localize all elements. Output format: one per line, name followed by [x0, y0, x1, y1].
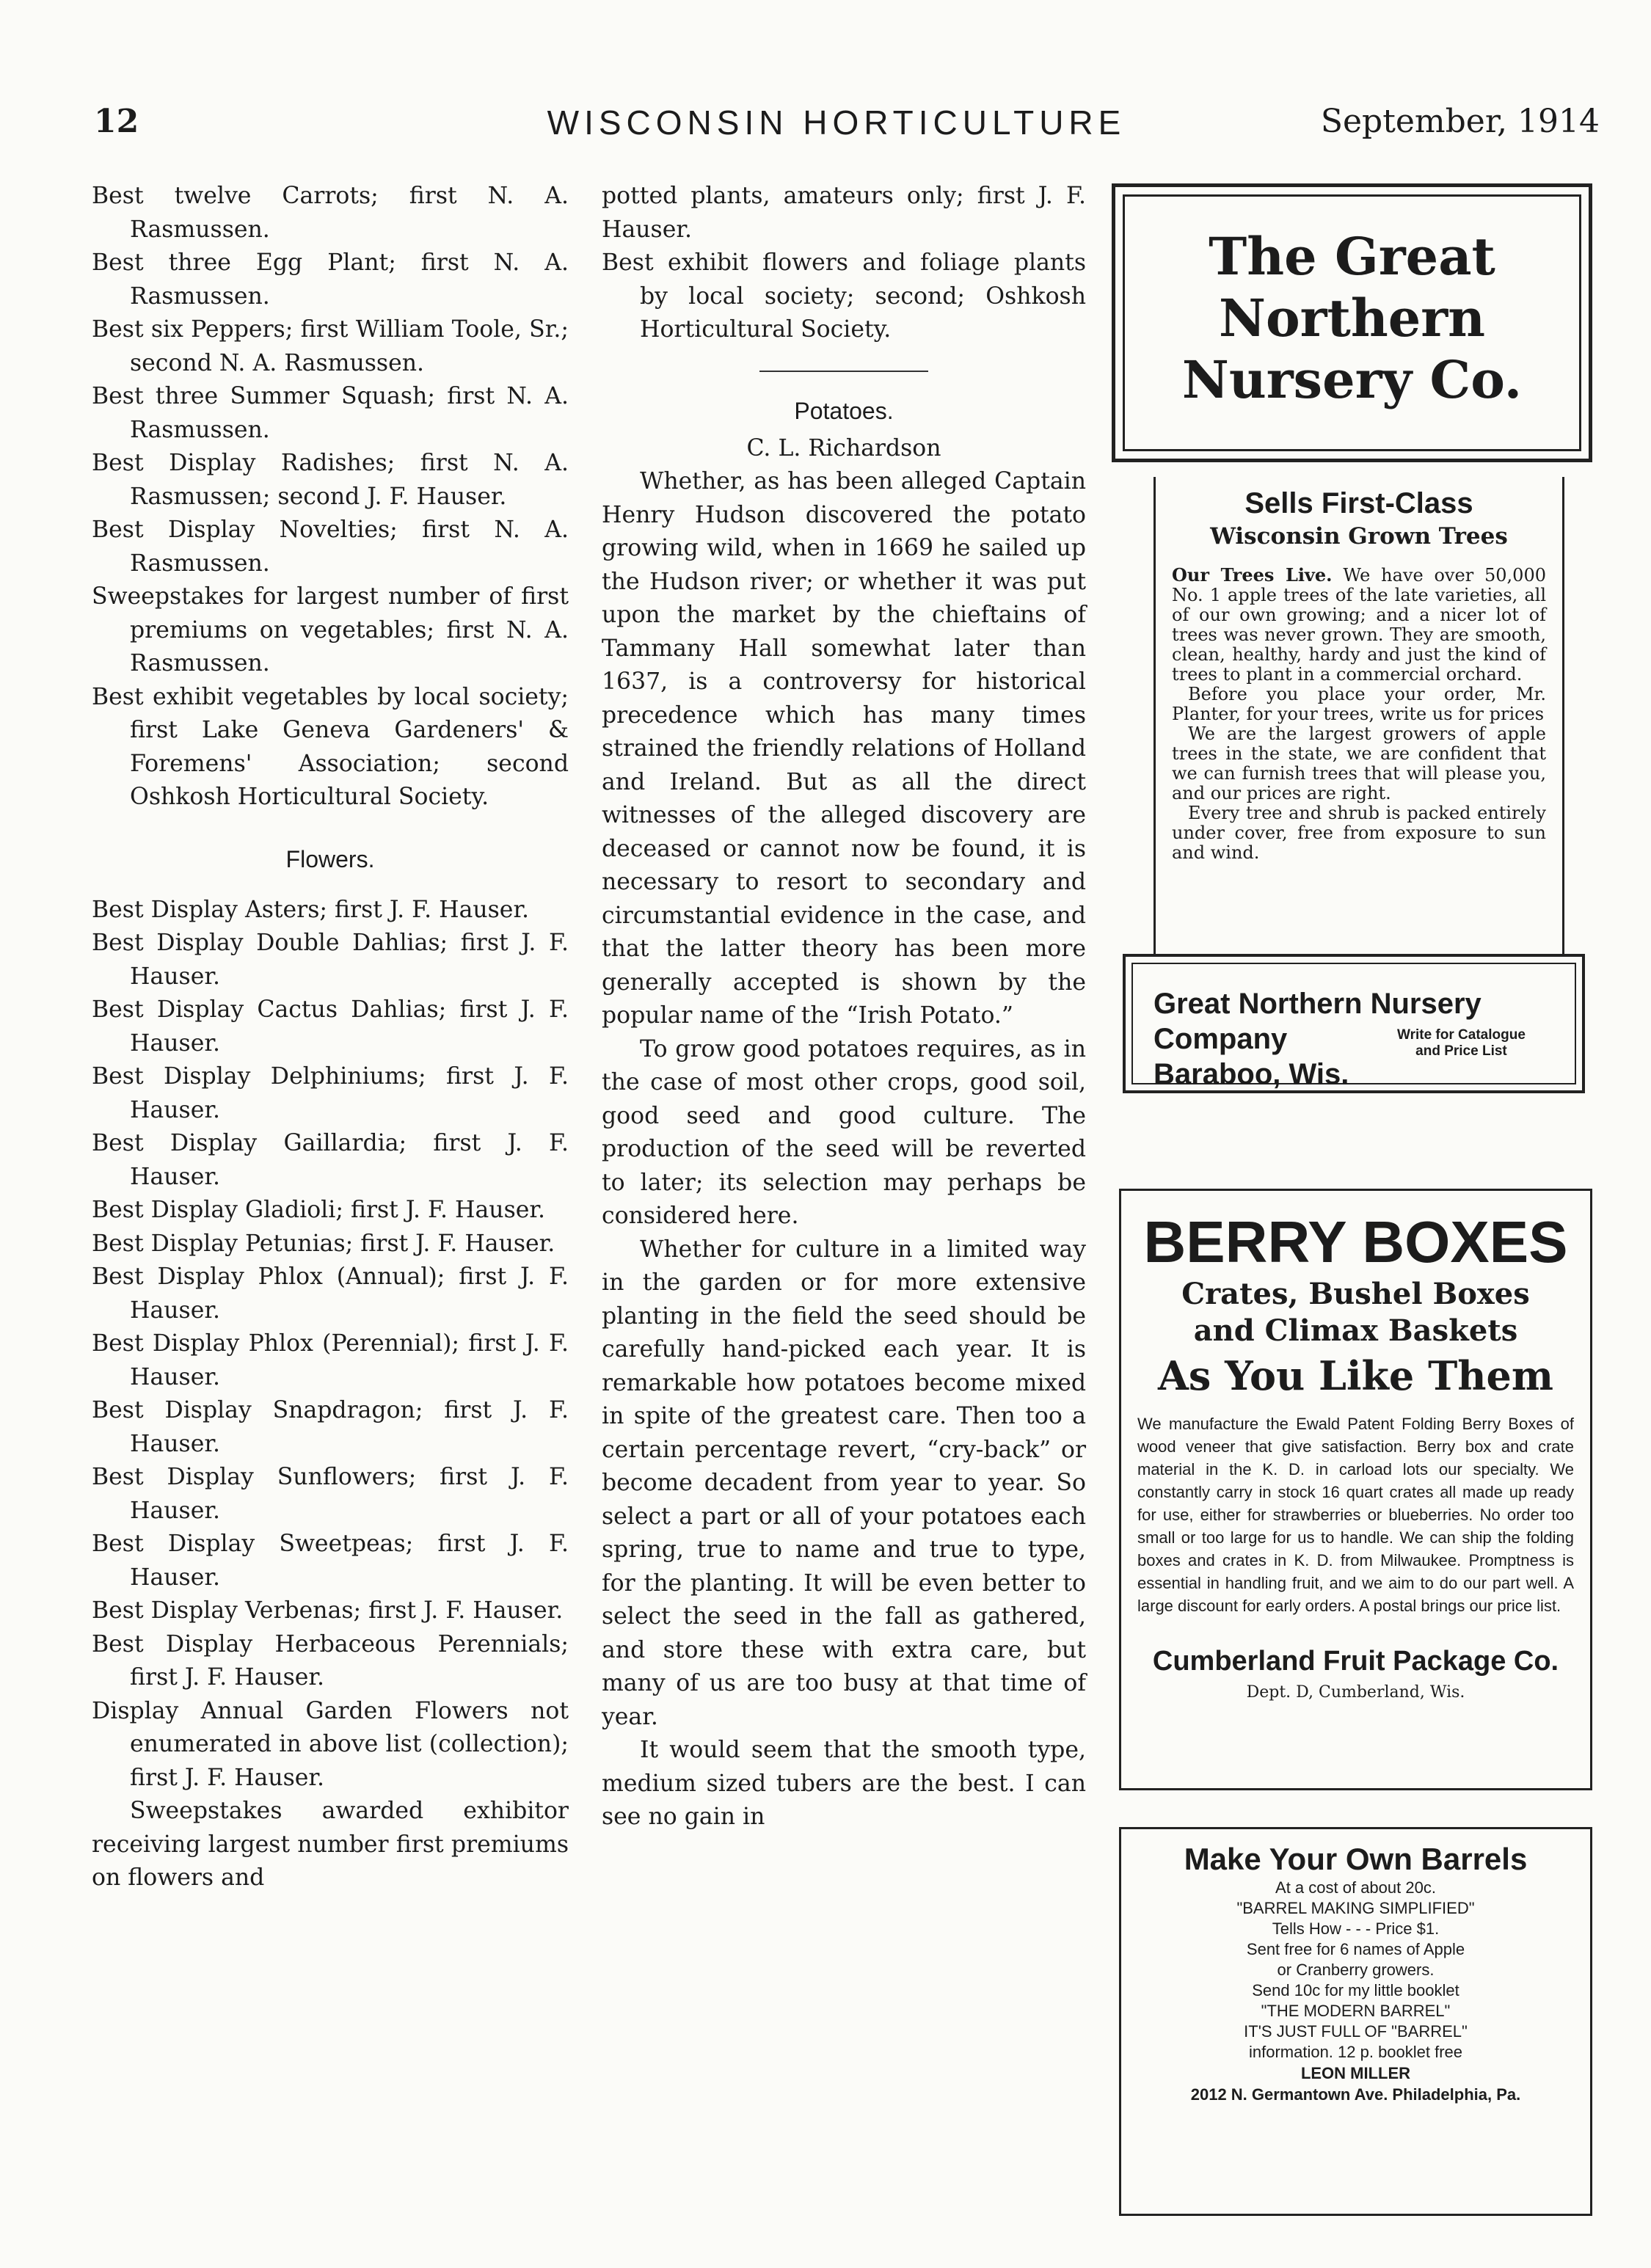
- company-city: Baraboo, Wis.: [1153, 1058, 1349, 1090]
- paragraph: Whether for culture in a limited way in the garden or for more extensive planting in the field the seed should be carefully hand-picked each year. It is remarkable how potatoes become mixed in spite of the greatest care. Then too a certain percentage revert, “cry-back” or become decadent from year to year. So select a part or all of your potatoes each spring, true to name and true to type, for the planting. It will be even better to select the seed in the fall as gathered, and store these with extra care, but many of us are too busy at that time of year.: [602, 1236, 1086, 1730]
- ad-tagline: As You Like Them: [1157, 1352, 1554, 1399]
- section-divider: [759, 371, 928, 372]
- list-item: Best twelve Carrots; first N. A. Rasmussen.: [92, 183, 569, 243]
- ad-line: "THE MODERN BARREL": [1261, 2002, 1451, 2020]
- middle-column: [602, 180, 1086, 1834]
- closing-paragraph: Sweepstakes awarded exhibitor receiving largest number first premiums on flowers and: [92, 1798, 569, 1891]
- list-item: Best three Egg Plant; first N. A. Rasmussen.: [92, 249, 569, 310]
- firm-name: Cumberland Fruit Package Co.: [1152, 1646, 1559, 1677]
- list-item: Best Display Sunflowers; first J. F. Hauser.: [92, 1464, 569, 1524]
- list-item: Best Display Radishes; first N. A. Rasmussen; second J. F. Hauser.: [92, 450, 569, 510]
- list-item: Best Display Phlox (Annual); first J. F. Hauser.: [92, 1264, 569, 1324]
- ad-body: We manufacture the Ewald Patent Folding Berry Boxes of wood veneer that give satisfaction. Berry box and crate material in the K. D. in carload lots our specialty. We constantly carry in stock 16 quart crates all made up ready for use, either for strawberries or blueberries. No order too small or too large for us to handle. We can ship the folding boxes and crates in K. D. from Milwaukee. Promptness is essential in handling fruit, and we aim to do our part well. A large discount for early orders. A postal brings our price list.: [1137, 1415, 1574, 1615]
- list-item: Best Display Delphiniums; first J. F. Hauser.: [92, 1063, 569, 1123]
- great-northern-ad: [1112, 183, 1592, 462]
- list-item: Best Display Gladioli; first J. F. Hauser.: [92, 1197, 545, 1223]
- list-item: Best Display Herbaceous Perennials; first J. F. Hauser.: [92, 1630, 569, 1691]
- list-item: Best Display Phlox (Perennial); first J. F. Hauser.: [92, 1330, 569, 1390]
- author-byline: C. L. Richardson: [746, 434, 941, 462]
- ad-text: We have over 50,000 No. 1 apple trees of the late varieties, all of our own growing; and a nicer lot of trees was never grown. They are smooth, clean, healthy, hardy and just the kind of trees to plant in a commercial orchard.: [1172, 565, 1546, 685]
- catalogue-note: [1397, 1027, 1526, 1060]
- company-name: Great Northern Nursery Company: [1153, 988, 1481, 1055]
- journal-title: WISCONSIN HORTICULTURE: [547, 103, 1126, 142]
- ad-line: "BARREL MAKING SIMPLIFIED": [1236, 1899, 1475, 1917]
- ad-line: IT'S JUST FULL OF "BARREL": [1244, 2022, 1468, 2041]
- ad-lead: Our Trees Live.: [1172, 564, 1333, 586]
- cta-line: and Price List: [1415, 1043, 1507, 1059]
- list-item: Best exhibit flowers and foliage plants by local society; second; Oshkosh Horticultural Society.: [602, 249, 1086, 343]
- paragraph: To grow good potatoes requires, as in the case of most other crops, good soil, good seed and good culture. The production of the seed will be reverted to later; its selection may perhaps be considered here.: [602, 1035, 1086, 1229]
- wisconsin-trees-ad: [1153, 477, 1564, 954]
- page-header: [73, 103, 1600, 154]
- list-item: Best Display Gaillardia; first J. F. Hauser.: [92, 1130, 569, 1190]
- ad-subtitle: Crates, Bushel Boxes: [1181, 1277, 1530, 1311]
- ad-line: Send 10c for my little booklet: [1252, 1981, 1459, 1999]
- ad-heading: Sells First-Class: [1244, 487, 1473, 519]
- ad-line: Sent free for 6 names of Apple: [1246, 1940, 1465, 1958]
- list-item: Best Display Petunias; first J. F. Hauser.: [92, 1230, 555, 1257]
- paragraph: It would seem that the smooth type, medium sized tubers are the best. I can see no gain in: [602, 1737, 1086, 1830]
- ad-subtitle: and Climax Baskets: [1193, 1313, 1518, 1348]
- ad-line: Tells How - - - Price $1.: [1272, 1919, 1440, 1938]
- cta-line: Write for Catalogue: [1397, 1027, 1526, 1043]
- baraboo-ad: [1123, 954, 1585, 1093]
- ad-paragraph: Every tree and shrub is packed entirely under cover, free from exposure to sun and wind.: [1172, 803, 1546, 863]
- ad-paragraph: We are the largest growers of apple trees in the state, we are confident that we can furnish trees that will please you, and our prices are right.: [1172, 723, 1546, 803]
- list-item: Best Display Snapdragon; first J. F. Hauser.: [92, 1397, 569, 1457]
- ad-subheading: Wisconsin Grown Trees: [1210, 523, 1508, 550]
- list-item: Best Display Sweetpeas; first J. F. Hauser.: [92, 1531, 569, 1591]
- list-item: Best three Summer Squash; first N. A. Rasmussen.: [92, 383, 569, 443]
- ad-paragraph: Before you place your order, Mr. Planter, for your trees, write us for prices: [1172, 684, 1546, 724]
- list-item: Sweepstakes for largest number of first premiums on vegetables; first N. A. Rasmussen.: [92, 583, 569, 677]
- ad-title-line: The Great: [1209, 226, 1495, 287]
- ad-title-line: Nursery Co.: [1181, 349, 1523, 410]
- list-item: Best Display Verbenas; first J. F. Hauser.: [92, 1597, 564, 1624]
- paragraph: Whether, as has been alleged Captain Henry Hudson discovered the potato growing wild, when in 1669 he sailed up the Hudson river; or whether it was put upon the market by the chieftains of Tammany Hall somewhat later than 1637, is a controversy for historical precedence which has many times strained the friendly relations of Holland and Ireland. But as all the direct witnesses of the alleged discovery are deceased or cannot now be found, it is necessary to resort to secondary and circumstantial evidence in the case, and that the latter theory has been more generally accepted is shown by the popular name of the “Irish Potato.”: [602, 468, 1086, 1029]
- ad-title: BERRY BOXES: [1143, 1209, 1568, 1275]
- barrels-ad: [1119, 1827, 1592, 2216]
- page-number: 12: [94, 103, 139, 140]
- berry-boxes-ad: [1119, 1189, 1592, 1790]
- list-item: Best exhibit vegetables by local society; first Lake Geneva Gardeners' & Foremens' Association; second Oshkosh Horticultural Society.: [92, 683, 569, 810]
- firm-address: Dept. D, Cumberland, Wis.: [1246, 1683, 1465, 1702]
- list-item: Best Display Novelties; first N. A. Rasmussen.: [92, 517, 569, 577]
- list-item: Best Display Double Dahlias; first J. F. Hauser.: [92, 930, 569, 990]
- list-item: Display Annual Garden Flowers not enumerated in above list (collection); first J. F. Hauser.: [92, 1697, 569, 1791]
- left-column: [92, 180, 569, 1895]
- list-item: Best Display Cactus Dahlias; first J. F. Hauser.: [92, 996, 569, 1057]
- ad-line: information. 12 p. booklet free: [1248, 2043, 1463, 2061]
- ad-title: Make Your Own Barrels: [1184, 1842, 1528, 1876]
- potatoes-heading: Potatoes.: [794, 397, 894, 424]
- advertiser-name: LEON MILLER: [1300, 2064, 1411, 2082]
- ad-paragraph: [1172, 565, 1546, 685]
- issue-date: September, 1914: [1320, 103, 1600, 140]
- list-item: Best six Peppers; first William Toole, Sr.; second N. A. Rasmussen.: [92, 316, 569, 376]
- advertiser-address: 2012 N. Germantown Ave. Philadelphia, Pa.: [1190, 2085, 1521, 2104]
- list-item: Best Display Asters; first J. F. Hauser.: [92, 896, 530, 923]
- ad-line: At a cost of about 20c.: [1275, 1878, 1436, 1897]
- list-item: potted plants, amateurs only; first J. F. Hauser.: [602, 183, 1086, 243]
- ad-title-line: Northern: [1218, 288, 1486, 349]
- flowers-heading: Flowers.: [285, 845, 375, 872]
- ad-line: or Cranberry growers.: [1277, 1961, 1435, 1979]
